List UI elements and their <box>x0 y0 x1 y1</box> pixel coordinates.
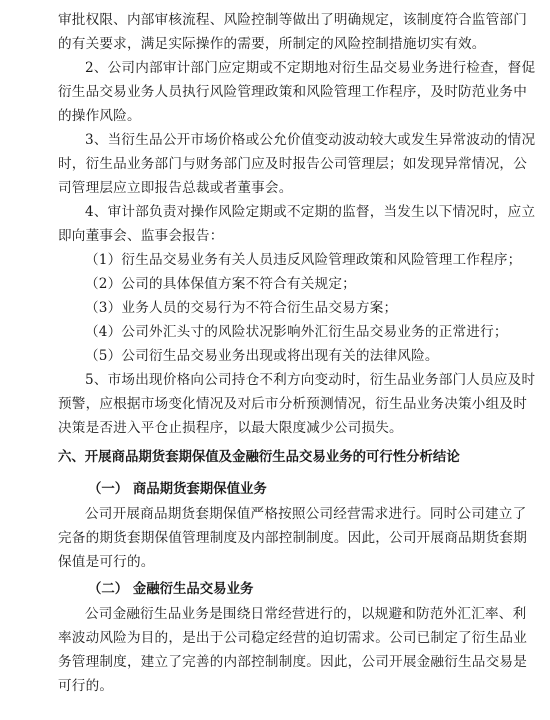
subsection-heading: （二） 金融衍生品交易业务 <box>88 582 254 597</box>
text-line: 预警，应根据市场变化情况及对后市分析预测情况，衍生品业务决策小组及时 <box>58 396 527 412</box>
text-line: 审批权限、内部审核流程、风险控制等做出了明确规定，该制度符合监管部门 <box>58 12 527 28</box>
list-item: （1）衍生品交易业务有关人员违反风险管理政策和风险管理工作程序； <box>85 252 522 268</box>
paragraph-4 <box>58 200 536 248</box>
text-line: 的有关要求，满足实际操作的需要，所制定的风险控制措施切实有效。 <box>58 36 486 52</box>
text-line: 完备的期货套期保值管理制度及内部控制制度。因此，公司开展商品期货套期 <box>58 530 527 546</box>
subsection-1-paragraph <box>58 502 527 574</box>
text-line: 司管理层应立即报告总裁或者董事会。 <box>58 180 293 196</box>
text-line: 公司开展商品期货套期保值严格按照公司经营需求进行。同时公司建立了 <box>85 506 527 522</box>
text-line: 决策是否进入平仓止损程序，以最大限度减少公司损失。 <box>58 420 403 436</box>
text-line: 可行的。 <box>58 678 114 694</box>
text-line: 率波动风险为目的，是出于公司稳定经营的迫切需求。公司已制定了衍生品业 <box>58 630 527 646</box>
list-item: （2）公司的具体保值方案不符合有关规定； <box>85 276 356 292</box>
list-item: （3）业务人员的交易行为不符合衍生品交易方案； <box>85 300 398 316</box>
paragraph-2 <box>58 56 536 128</box>
text-line: 保值是可行的。 <box>58 554 155 570</box>
text-line: 时，衍生品业务部门与财务部门应及时报告公司管理层；如发现异常情况，公 <box>58 156 527 172</box>
text-line: 4、审计部负责对操作风险定期或不定期的监督，当发生以下情况时，应立 <box>85 204 536 220</box>
text-line: 5、市场出现价格向公司持仓不利方向变动时，衍生品业务部门人员应及时 <box>85 372 536 388</box>
document-page <box>58 8 536 698</box>
subsection-2-paragraph <box>58 602 527 698</box>
subsection-heading: （一） 商品期货套期保值业务 <box>88 482 267 497</box>
condition-list <box>58 248 522 368</box>
text-line: 衍生品交易业务人员执行风险管理政策和风险管理工作程序，及时防范业务中 <box>58 84 527 100</box>
text-line: 3、当衍生品公开市场价格或公允价值变动波动较大或发生异常波动的情况 <box>85 132 536 148</box>
list-item: （4）公司外汇头寸的风险状况影响外汇衍生品交易业务的正常进行； <box>85 324 508 340</box>
paragraph-3 <box>58 128 536 200</box>
paragraph-intro <box>58 8 527 56</box>
text-line: 的操作风险。 <box>58 108 141 124</box>
section-heading: 六、开展商品期货套期保值及金融衍生品交易业务的可行性分析结论 <box>58 450 460 465</box>
list-item: （5）公司衍生品交易业务出现或将出现有关的法律风险。 <box>85 348 439 364</box>
paragraph-5 <box>58 368 536 440</box>
text-line: 2、公司内部审计部门应定期或不定期地对衍生品交易业务进行检查，督促 <box>85 60 536 76</box>
text-line: 即向董事会、监事会报告： <box>58 228 224 244</box>
text-line: 公司金融衍生品业务是围绕日常经营进行的，以规避和防范外汇汇率、利 <box>85 606 527 622</box>
text-line: 务管理制度，建立了完善的内部控制制度。因此，公司开展金融衍生品交易是 <box>58 654 527 670</box>
